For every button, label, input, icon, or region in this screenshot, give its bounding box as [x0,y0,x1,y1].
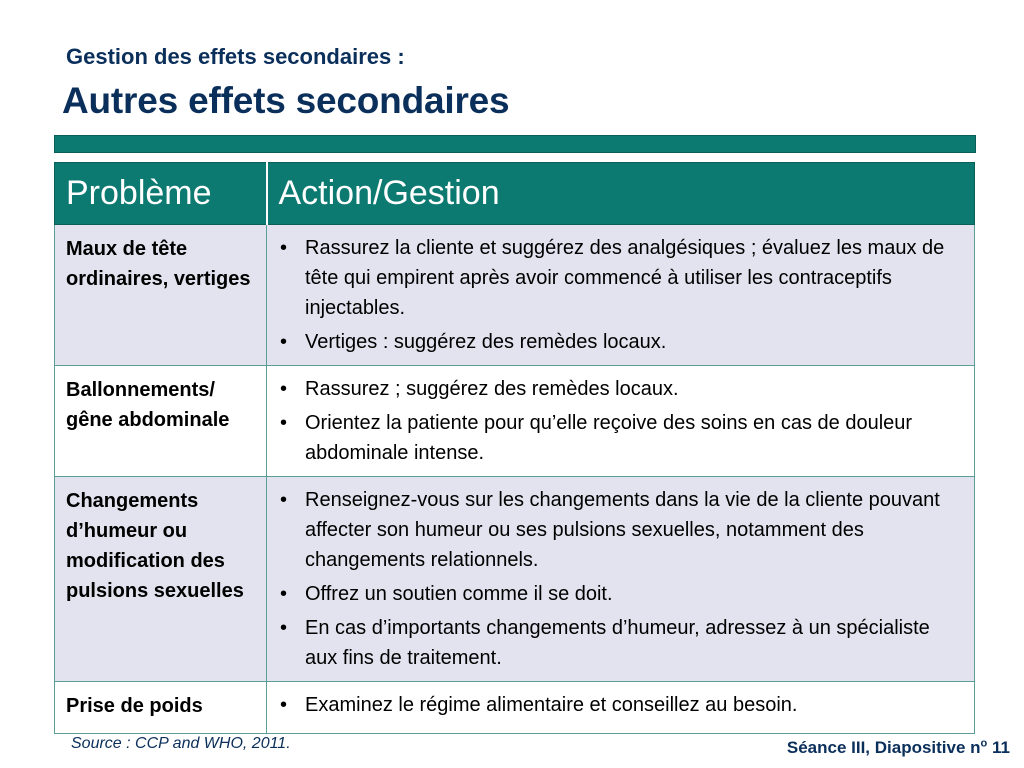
bullet-icon: • [280,489,288,511]
action-list [280,690,964,720]
action-item: • Renseignez-vous sur les changements dans la vie de la cliente pouvant affecter son humeur ou ses pulsions sexuelles, notamment des changements relationnels. [280,485,964,575]
action-cell [267,682,975,734]
bullet-icon: • [280,331,288,353]
slide-number: Séance III, Diapositive $n^o$ 11 [786,737,1010,757]
slide-title: Autres effets secondaires [62,80,510,121]
bullet-icon: • [280,378,288,400]
action-cell [267,366,975,477]
action-list [280,233,964,357]
table-row [55,225,975,366]
action-item: • Rassurez la cliente et suggérez des analgésiques ; évaluez les maux de tête qui empirent après avoir commencé à utiliser les contraceptifs injectables. [280,233,964,323]
problem-cell: Prise de poids [55,682,267,734]
table-header-row [55,163,975,225]
action-cell [267,225,975,366]
slide-subtitle: Gestion des effets secondaires : [66,44,405,69]
action-item: • Vertiges : suggérez des remèdes locaux. [280,327,964,357]
header-problem: Problème [55,163,267,225]
table-row [55,682,975,734]
problem-cell: Ballonnements/ gêne abdominale [55,366,267,477]
side-effects-table [54,162,975,734]
bullet-icon: • [280,617,288,639]
title-divider-bar [54,135,976,153]
action-item: • En cas d’importants changements d’humeur, adressez à un spécialiste aux fins de traitement. [280,613,964,673]
source-citation: Source : CCP and WHO, 2011. [71,735,291,752]
problem-cell: Changements d’humeur ou modification des pulsions sexuelles [55,477,267,682]
bullet-icon: • [280,237,288,259]
bullet-icon: • [280,694,288,716]
action-item: • Examinez le régime alimentaire et conseillez au besoin. [280,690,964,720]
action-item: • Rassurez ; suggérez des remèdes locaux. [280,374,964,404]
problem-cell: Maux de tête ordinaires, vertiges [55,225,267,366]
bullet-icon: • [280,583,288,605]
action-cell [267,477,975,682]
action-item: • Offrez un soutien comme il se doit. [280,579,964,609]
table-row [55,477,975,682]
bullet-icon: • [280,412,288,434]
action-list [280,374,964,468]
header-action: Action/Gestion [267,163,975,225]
table-row [55,366,975,477]
action-list [280,485,964,673]
action-item: • Orientez la patiente pour qu’elle reçoive des soins en cas de douleur abdominale intense. [280,408,964,468]
